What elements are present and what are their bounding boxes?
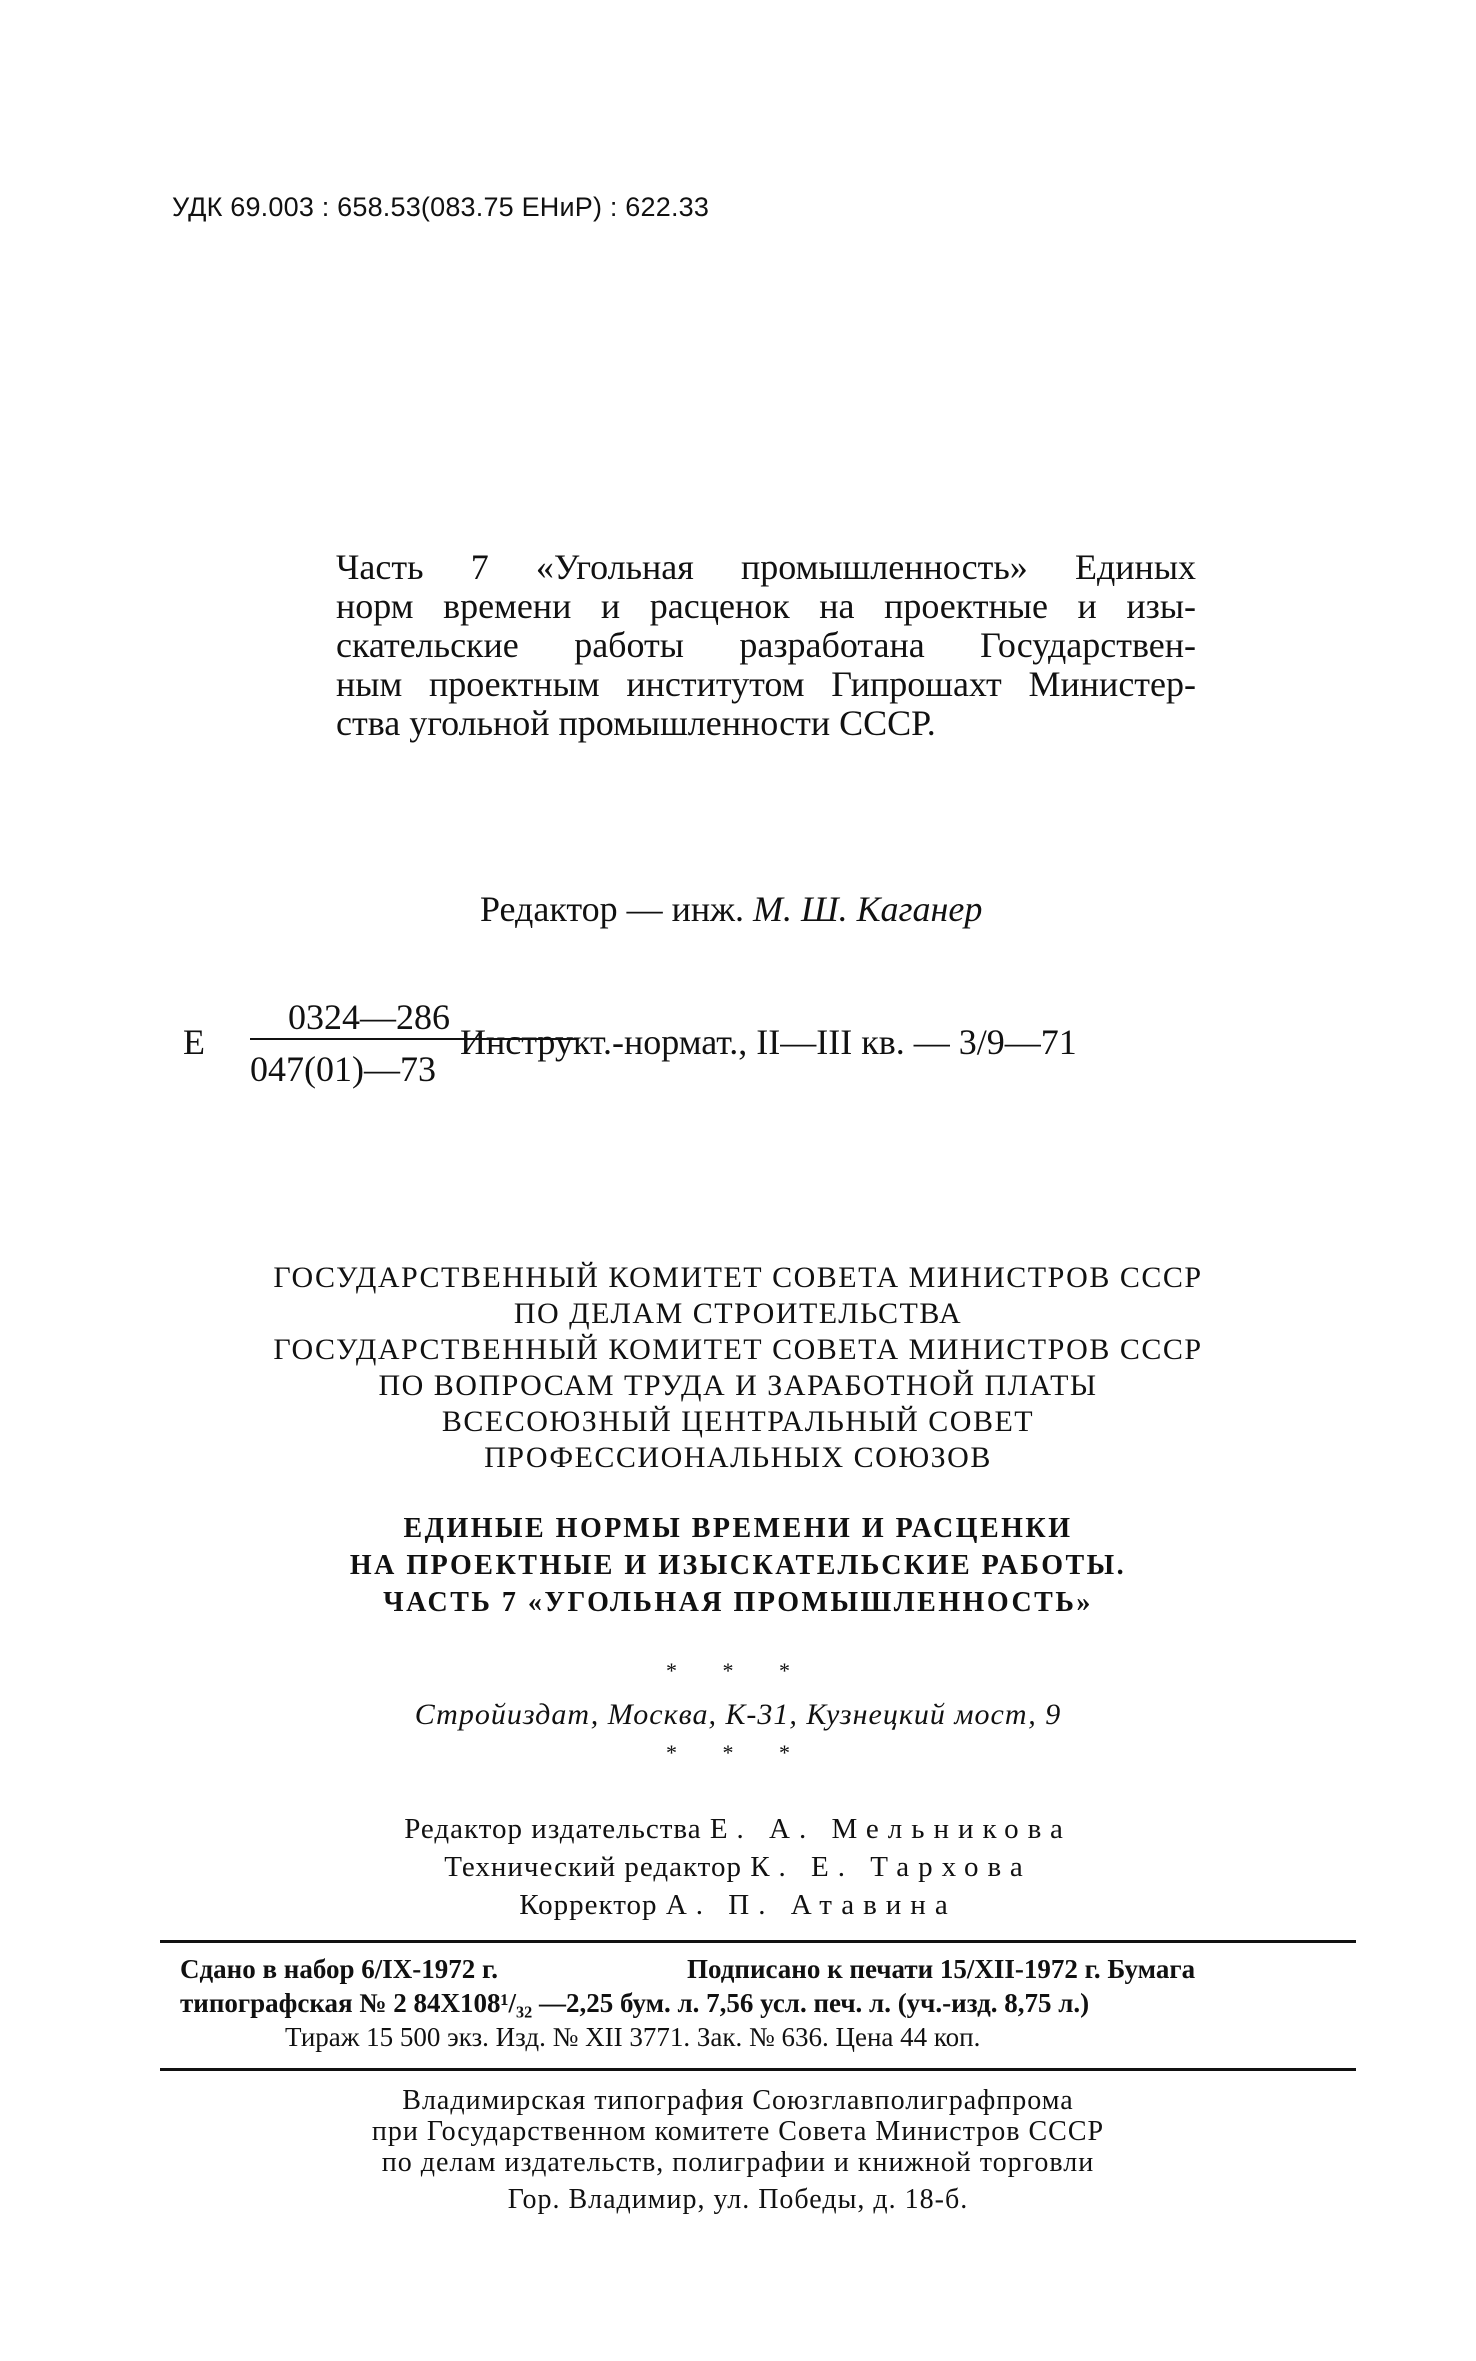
divider-rule xyxy=(160,1940,1356,1943)
stars-divider: * * * xyxy=(666,1740,810,1765)
imprint-signed: Подписано к печати 15/XII-1972 г. Бумага xyxy=(687,1954,1196,1984)
editor-name: М. Ш. Каганер xyxy=(753,889,983,929)
intro-paragraph xyxy=(336,548,1196,743)
staff-line xyxy=(0,1886,1476,1924)
publisher-address: Стройиздат, Москва, К-31, Кузнецкий мост, 9 xyxy=(414,1698,1062,1731)
staff-line xyxy=(0,1810,1476,1848)
udk-code: УДК 69.003 : 658.53(083.75 ЕНиР) : 622.33 xyxy=(172,192,710,222)
index-denominator: 047(01)—73 xyxy=(250,1049,436,1089)
committee-line: ПО ВОПРОСАМ ТРУДА И ЗАРАБОТНОЙ ПЛАТЫ xyxy=(378,1369,1098,1402)
staff-role: Технический редактор xyxy=(444,1851,742,1883)
committee-line: ПО ДЕЛАМ СТРОИТЕЛЬСТВА xyxy=(513,1297,963,1330)
printer-block xyxy=(0,2085,1476,2215)
intro-line: Часть 7 «Угольная промышленность» Единых xyxy=(336,547,1196,587)
staff-name: К. Е. Тархова xyxy=(750,1851,1032,1883)
index-numerator: 0324—286 xyxy=(288,997,450,1037)
publication-index xyxy=(175,996,1175,1096)
stars-divider: * * * xyxy=(666,1658,810,1683)
intro-line: ным проектным институтом Гипрошахт Министер- xyxy=(336,664,1196,704)
title-line: ЕДИНЫЕ НОРМЫ ВРЕМЕНИ И РАСЦЕНКИ xyxy=(403,1513,1073,1544)
imprint-line: типографская № 2 84Х108¹/₃₂ —2,25 бум. л. 7,56 усл. печ. л. (уч.-изд. 8,75 л.) xyxy=(180,1988,1090,2018)
printer-line: по делам издательств, полиграфии и книжной торговли xyxy=(381,2147,1095,2178)
intro-line: скательские работы разработана Государствен- xyxy=(336,625,1196,665)
title-line: ЧАСТЬ 7 «УГОЛЬНАЯ ПРОМЫШЛЕННОСТЬ» xyxy=(383,1587,1093,1618)
printer-line: Владимирская типография Союзглавполиграфпрома xyxy=(402,2085,1074,2116)
committee-line: ПРОФЕССИОНАЛЬНЫХ СОЮЗОВ xyxy=(484,1441,992,1474)
staff-line xyxy=(0,1848,1476,1886)
staff-credits xyxy=(0,1810,1476,1924)
intro-line: ства угольной промышленности СССР. xyxy=(336,703,936,743)
imprint-line: Тираж 15 500 экз. Изд. № XII 3771. Зак. № 636. Цена 44 коп. xyxy=(285,2022,981,2052)
title-line: НА ПРОЕКТНЫЕ И ИЗЫСКАТЕЛЬСКИЕ РАБОТЫ. xyxy=(349,1550,1127,1581)
staff-role: Редактор издательства xyxy=(404,1813,702,1845)
committee-block xyxy=(0,1260,1476,1476)
imprint-line xyxy=(180,1952,1360,1986)
imprint-block xyxy=(180,1952,1360,2054)
committee-line: ГОСУДАРСТВЕННЫЙ КОМИТЕТ СОВЕТА МИНИСТРОВ СССР xyxy=(273,1261,1203,1294)
divider-rule xyxy=(160,2068,1356,2071)
committee-line: ВСЕСОЮЗНЫЙ ЦЕНТРАЛЬНЫЙ СОВЕТ xyxy=(441,1405,1035,1438)
staff-role: Корректор xyxy=(519,1889,658,1921)
printer-line: при Государственном комитете Совета Министров СССР xyxy=(371,2116,1105,2147)
staff-name: Е. А. Мельникова xyxy=(709,1813,1072,1845)
printer-address: Гор. Владимир, ул. Победы, д. 18-б. xyxy=(507,2184,969,2215)
editor-credit xyxy=(480,888,982,930)
index-text: Инструкт.-нормат., II—III кв. — 3/9—71 xyxy=(460,1022,1077,1062)
book-title xyxy=(0,1510,1476,1621)
index-letter: Е xyxy=(183,1022,205,1062)
imprint-typeset: Сдано в набор 6/IX-1972 г. xyxy=(180,1954,498,1984)
editor-prefix: Редактор — инж. xyxy=(480,889,745,929)
intro-line: норм времени и расценок на проектные и изы- xyxy=(336,586,1196,626)
committee-line: ГОСУДАРСТВЕННЫЙ КОМИТЕТ СОВЕТА МИНИСТРОВ СССР xyxy=(273,1333,1203,1366)
staff-name: А. П. Атавина xyxy=(665,1889,957,1921)
